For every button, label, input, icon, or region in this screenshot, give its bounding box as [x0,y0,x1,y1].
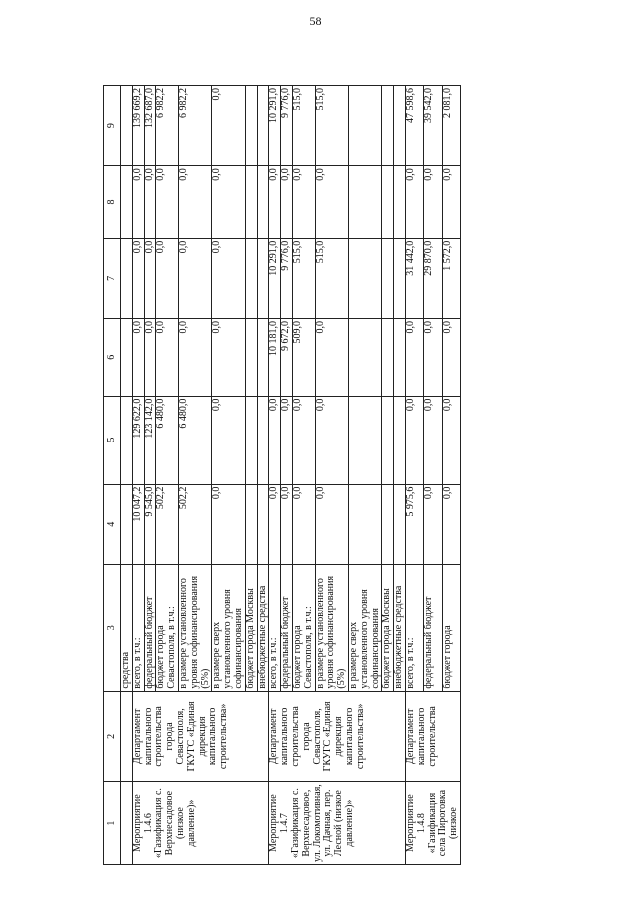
measure-name [121,782,133,865]
value-col6 [382,318,394,396]
value-col6: 0,0 [144,318,156,396]
value-col5: 0,0 [292,396,315,484]
value-col5: 0,0 [212,396,245,484]
value-col4 [245,484,257,564]
value-col8: 0,0 [315,166,348,238]
value-col6: 0,0 [212,318,245,396]
source-cell: внебюджетные средства [394,564,406,691]
table-row [405,86,423,865]
value-col8: 0,0 [132,166,144,238]
value-col4: 0,0 [424,484,442,564]
value-col8: 0,0 [281,166,293,238]
source-cell: всего, в т.ч.: [132,564,144,691]
value-col6 [394,318,406,396]
value-col6: 0,0 [315,318,348,396]
value-col4: 0,0 [292,484,315,564]
value-col7 [394,238,406,318]
header-cell: 6 [104,318,121,396]
value-col8: 0,0 [424,166,442,238]
value-col5 [348,396,381,484]
value-col8 [257,166,269,238]
value-col9 [121,86,133,166]
value-col4: 5 975,6 [405,484,423,564]
value-col5: 0,0 [269,396,281,484]
value-col7: 0,0 [144,238,156,318]
source-cell: всего, в т.ч.: [269,564,281,691]
source-cell: внебюджетные средства [257,564,269,691]
value-col8: 0,0 [442,166,460,238]
value-col8 [245,166,257,238]
table-row [132,86,144,865]
value-col7: 10 291,0 [269,238,281,318]
value-col5: 129 622,0 [132,396,144,484]
value-col5 [394,396,406,484]
value-col7: 515,0 [292,238,315,318]
value-col4 [121,484,133,564]
value-col7 [257,238,269,318]
value-col7: 0,0 [212,238,245,318]
value-col7 [245,238,257,318]
source-cell: бюджет города Севастополя, в т.ч.: [156,564,179,691]
value-col6: 9 672,0 [281,318,293,396]
value-col9 [348,86,381,166]
value-col5: 0,0 [315,396,348,484]
source-cell: бюджет города Севастополя, в т.ч.: [292,564,315,691]
value-col9: 515,0 [315,86,348,166]
value-col4 [394,484,406,564]
value-col9: 6 982,2 [178,86,211,166]
value-col6 [245,318,257,396]
header-cell: 8 [104,166,121,238]
value-col5: 0,0 [442,396,460,484]
value-col9: 10 291,0 [269,86,281,166]
source-cell: бюджет города [442,564,460,691]
table-row [269,86,281,865]
value-col7 [348,238,381,318]
value-col9: 2 081,0 [442,86,460,166]
value-col7 [121,238,133,318]
value-col6: 10 181,0 [269,318,281,396]
budget-table [103,85,461,865]
value-col9: 6 982,2 [156,86,179,166]
rotated-table-container [103,85,513,865]
value-col6: 0,0 [156,318,179,396]
value-col8 [348,166,381,238]
header-row [104,86,121,865]
header-cell: 3 [104,564,121,691]
measure-name: Мероприятие 1.4.7 «Газификация с. Верхнесадовое, ул. Локомотивная, ул. Дачная, пер. Лесной (низкое давление)» [269,782,406,865]
value-col8 [382,166,394,238]
value-col4: 502,2 [156,484,179,564]
source-cell: федеральный бюджет [281,564,293,691]
value-col8 [121,166,133,238]
value-col8: 0,0 [156,166,179,238]
value-col9: 132 687,0 [144,86,156,166]
value-col5: 6 480,0 [178,396,211,484]
value-col6: 509,0 [292,318,315,396]
header-cell: 4 [104,484,121,564]
value-col9 [394,86,406,166]
table-row [121,86,133,865]
value-col5 [382,396,394,484]
page-number: 58 [309,14,322,28]
header-cell: 9 [104,86,121,166]
value-col7: 515,0 [315,238,348,318]
source-cell: бюджет города Москвы [245,564,257,691]
value-col4: 0,0 [281,484,293,564]
source-cell: в размере установленного уровня софинансирования (5%) [178,564,211,691]
value-col5: 0,0 [424,396,442,484]
value-col5: 0,0 [405,396,423,484]
value-col9 [245,86,257,166]
header-cell: 5 [104,396,121,484]
value-col4: 0,0 [442,484,460,564]
value-col7 [382,238,394,318]
value-col4: 0,0 [212,484,245,564]
executor-cell [121,691,133,782]
value-col7: 29 870,0 [424,238,442,318]
executor-cell: Департамент капитального строительства [405,691,460,782]
value-col5: 6 480,0 [156,396,179,484]
value-col5 [245,396,257,484]
value-col7: 0,0 [178,238,211,318]
source-cell: в размере сверх установленного уровня софинансирования [212,564,245,691]
value-col4: 502,2 [178,484,211,564]
value-col9: 515,0 [292,86,315,166]
measure-name: Мероприятие 1.4.8 «Газификация села Пироговка (низкое [405,782,460,865]
value-col6 [257,318,269,396]
source-cell: федеральный бюджет [424,564,442,691]
value-col8: 0,0 [405,166,423,238]
value-col6: 0,0 [178,318,211,396]
source-cell: бюджет города Москвы [382,564,394,691]
value-col9 [257,86,269,166]
value-col5 [121,396,133,484]
measure-name: Мероприятие 1.4.6 «Газификация с. Верхнесадовое (низкое давление)» [132,782,269,865]
value-col4: 9 545,0 [144,484,156,564]
value-col9: 47 598,6 [405,86,423,166]
value-col4 [257,484,269,564]
source-cell: всего, в т.ч.: [405,564,423,691]
value-col8: 0,0 [178,166,211,238]
value-col5: 123 142,0 [144,396,156,484]
value-col8: 0,0 [269,166,281,238]
value-col8: 0,0 [212,166,245,238]
value-col5 [257,396,269,484]
value-col4: 10 047,2 [132,484,144,564]
header-cell: 2 [104,691,121,782]
value-col7: 31 442,0 [405,238,423,318]
executor-cell: Департамент капитального строительства города Севастополя, ГКУГС «Единая дирекция капитального строительства» [269,691,406,782]
value-col8: 0,0 [144,166,156,238]
value-col9: 139 669,2 [132,86,144,166]
header-cell: 7 [104,238,121,318]
value-col4: 0,0 [269,484,281,564]
value-col6: 0,0 [405,318,423,396]
value-col6 [121,318,133,396]
header-cell: 1 [104,782,121,865]
value-col6: 0,0 [132,318,144,396]
value-col7: 0,0 [156,238,179,318]
value-col8: 0,0 [292,166,315,238]
source-cell: в размере сверх установленного уровня софинансирования [348,564,381,691]
source-cell: в размере установленного уровня софинансирования (5%) [315,564,348,691]
value-col5: 0,0 [281,396,293,484]
value-col9 [382,86,394,166]
value-col9: 0,0 [212,86,245,166]
value-col9: 9 776,0 [281,86,293,166]
value-col6: 0,0 [424,318,442,396]
value-col7: 9 776,0 [281,238,293,318]
source-cell: федеральный бюджет [144,564,156,691]
value-col8 [394,166,406,238]
executor-cell: Департамент капитального строительства города Севастополя, ГКУГС «Единая дирекция капитального строительства» [132,691,269,782]
value-col6: 0,0 [442,318,460,396]
value-col4 [348,484,381,564]
value-col7: 1 572,0 [442,238,460,318]
value-col4: 0,0 [315,484,348,564]
value-col9: 39 542,0 [424,86,442,166]
value-col4 [382,484,394,564]
value-col6 [348,318,381,396]
value-col7: 0,0 [132,238,144,318]
source-cell: средства [121,564,133,691]
